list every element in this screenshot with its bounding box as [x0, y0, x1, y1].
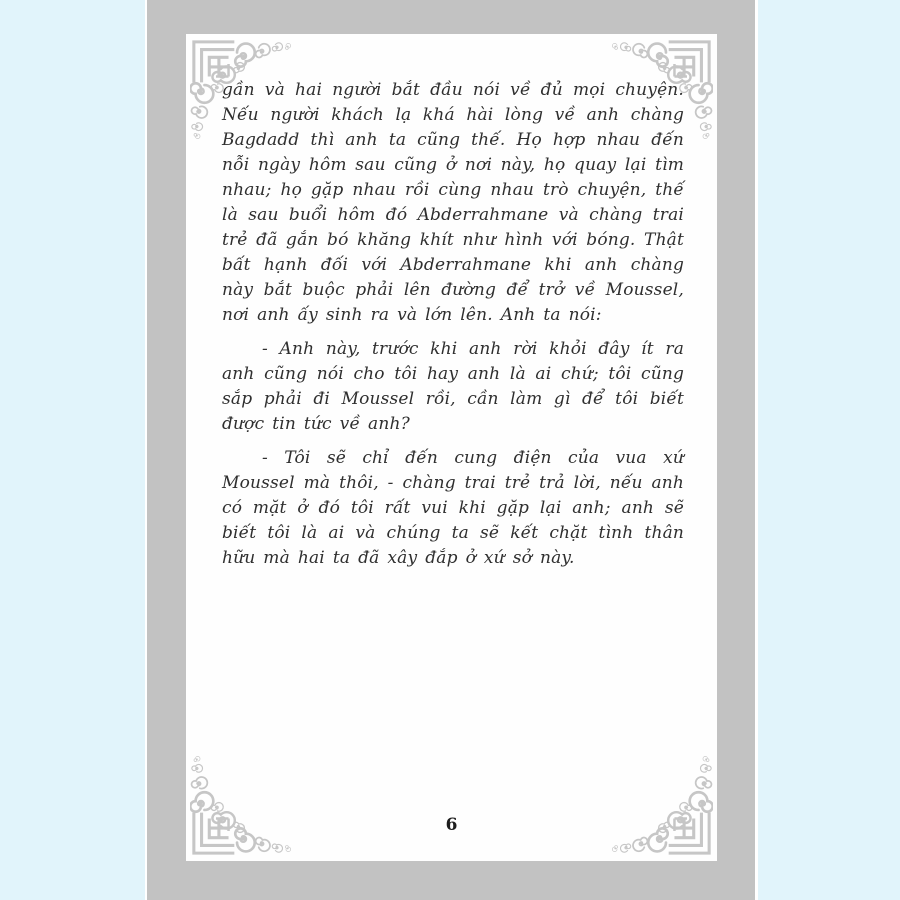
- paragraph-3: - Tôi sẽ chỉ đến cung điện của vua xứ Moussel mà thôi, - chàng trai trẻ trả lời, nếu anh có mặt ở đó tôi rất vui khi gặp lại anh; anh sẽ biết tôi là ai và chúng ta sẽ kết chặt tình thân hữu mà hai ta đã xây đắp ở xứ sở này.: [222, 448, 684, 568]
- paragraph-2: - Anh này, trước khi anh rời khỏi đây ít ra anh cũng nói cho tôi hay anh là ai chứ; tôi cũng sắp phải đi Moussel rồi, cần làm gì để tôi biết được tin tức về anh?: [222, 339, 684, 434]
- corner-ornament-bottom-right-icon: [607, 751, 713, 857]
- book-page: [186, 34, 717, 861]
- product-image-frame: [145, 0, 758, 900]
- corner-ornament-bottom-left-icon: [190, 751, 296, 857]
- paragraph-1: gần và hai người bắt đầu nói về đủ mọi chuyện. Nếu người khách lạ khá hài lòng về anh chàng Bagdadd thì anh ta cũng thế. Họ hợp nhau đến nỗi ngày hôm sau cũng ở nơi này, họ quay lại tìm nhau; họ gặp nhau rồi cùng nhau trò chuyện, thế là sau buổi hôm đó Abderrahmane và chàng trai trẻ đã gắn bó khăng khít như hình với bóng. Thật bất hạnh đối với Abderrahmane khi anh chàng này bắt buộc phải lên đường để trở về Moussel, nơi anh ấy sinh ra và lớn lên. Anh ta nói:: [222, 80, 684, 325]
- page-number: 6: [445, 815, 458, 835]
- scanned-page-photo: [147, 0, 755, 900]
- page-text: [186, 34, 717, 571]
